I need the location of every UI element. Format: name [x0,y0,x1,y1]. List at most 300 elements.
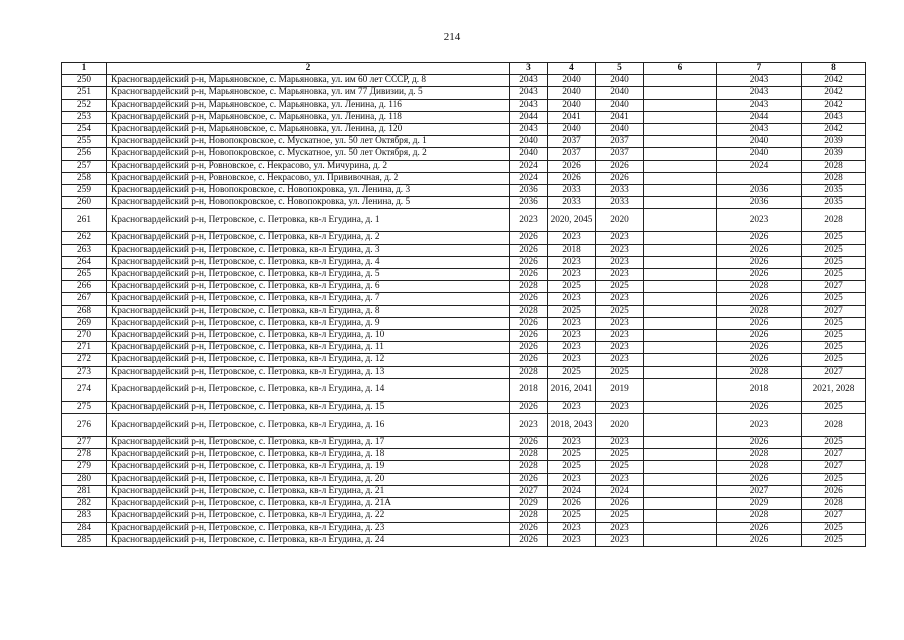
table-row [62,99,866,111]
address-cell: Красногвардейский р-н, Ровновское, с. Некрасово, ул. Мичурина, д. 2 [107,160,510,172]
table-row [62,256,866,268]
col7-cell: 2026 [717,269,802,281]
col4-cell: 2025 [548,305,596,317]
table-row [62,485,866,497]
col7-cell: 2026 [717,522,802,534]
col5-cell: 2023 [596,232,644,244]
address-cell: Красногвардейский р-н, Петровское, с. Петровка, кв-л Егудина, д. 24 [107,534,510,546]
table-row [62,461,866,473]
col3-cell: 2028 [510,281,548,293]
col5-cell: 2040 [596,124,644,136]
col5-cell: 2023 [596,354,644,366]
col8-cell: 2042 [802,87,866,99]
column-header: 2 [107,63,510,75]
col6-cell [644,473,717,485]
col8-cell: 2025 [802,232,866,244]
row-number-cell: 284 [62,522,107,534]
col5-cell: 2040 [596,99,644,111]
col8-cell: 2026 [802,485,866,497]
col3-cell: 2026 [510,401,548,413]
col4-cell: 2025 [548,366,596,378]
col6-cell [644,148,717,160]
row-number-cell: 274 [62,378,107,401]
address-cell: Красногвардейский р-н, Новопокровское, с. Новопокровка, ул. Ленина, д. 5 [107,197,510,209]
col4-cell: 2023 [548,293,596,305]
col4-cell: 2026 [548,498,596,510]
address-cell: Красногвардейский р-н, Марьяновское, с. Марьяновка, ул. Ленина, д. 118 [107,111,510,123]
col7-cell: 2043 [717,99,802,111]
col3-cell: 2043 [510,124,548,136]
col6-cell [644,232,717,244]
col8-cell: 2025 [802,437,866,449]
col7-cell: 2026 [717,342,802,354]
address-cell: Красногвардейский р-н, Петровское, с. Петровка, кв-л Егудина, д. 8 [107,305,510,317]
col5-cell: 2025 [596,510,644,522]
col5-cell: 2023 [596,534,644,546]
col4-cell: 2023 [548,401,596,413]
table-row [62,498,866,510]
col7-cell: 2023 [717,414,802,437]
col8-cell: 2025 [802,342,866,354]
address-cell: Красногвардейский р-н, Марьяновское, с. Марьяновка, ул. им 77 Дивизии, д. 5 [107,87,510,99]
col8-cell: 2042 [802,75,866,87]
row-number-cell: 258 [62,172,107,184]
column-header: 5 [596,63,644,75]
col5-cell: 2037 [596,148,644,160]
row-number-cell: 259 [62,185,107,197]
col6-cell [644,461,717,473]
col4-cell: 2040 [548,75,596,87]
col8-cell: 2028 [802,172,866,184]
col4-cell: 2033 [548,197,596,209]
table-row [62,281,866,293]
col5-cell: 2023 [596,330,644,342]
column-header: 7 [717,63,802,75]
address-cell: Красногвардейский р-н, Петровское, с. Петровка, кв-л Егудина, д. 14 [107,378,510,401]
col3-cell: 2036 [510,185,548,197]
col6-cell [644,437,717,449]
row-number-cell: 260 [62,197,107,209]
column-header: 1 [62,63,107,75]
table-row [62,414,866,437]
table-row [62,87,866,99]
row-number-cell: 267 [62,293,107,305]
col4-cell: 2025 [548,449,596,461]
address-cell: Красногвардейский р-н, Петровское, с. Петровка, кв-л Егудина, д. 12 [107,354,510,366]
col8-cell: 2027 [802,366,866,378]
col7-cell: 2036 [717,185,802,197]
col3-cell: 2026 [510,354,548,366]
col8-cell: 2043 [802,111,866,123]
col3-cell: 2026 [510,534,548,546]
col4-cell: 2016, 2041 [548,378,596,401]
table-row [62,111,866,123]
col7-cell: 2027 [717,485,802,497]
col4-cell: 2023 [548,534,596,546]
col5-cell: 2023 [596,244,644,256]
address-cell: Красногвардейский р-н, Петровское, с. Петровка, кв-л Егудина, д. 6 [107,281,510,293]
row-number-cell: 266 [62,281,107,293]
col8-cell: 2025 [802,269,866,281]
col6-cell [644,124,717,136]
col6-cell [644,293,717,305]
col8-cell: 2025 [802,401,866,413]
col7-cell: 2040 [717,136,802,148]
col5-cell: 2037 [596,136,644,148]
col3-cell: 2036 [510,197,548,209]
col3-cell: 2018 [510,378,548,401]
col8-cell: 2027 [802,305,866,317]
table-row [62,522,866,534]
table-row [62,510,866,522]
col5-cell: 2024 [596,485,644,497]
col4-cell: 2025 [548,461,596,473]
col8-cell: 2028 [802,498,866,510]
col6-cell [644,330,717,342]
header-row [62,63,866,75]
col6-cell [644,75,717,87]
table-row [62,124,866,136]
col8-cell: 2025 [802,256,866,268]
row-number-cell: 250 [62,75,107,87]
col7-cell: 2026 [717,244,802,256]
table-row [62,232,866,244]
col8-cell: 2042 [802,99,866,111]
row-number-cell: 283 [62,510,107,522]
col4-cell: 2023 [548,317,596,329]
row-number-cell: 257 [62,160,107,172]
col5-cell: 2023 [596,342,644,354]
col3-cell: 2040 [510,136,548,148]
col7-cell: 2028 [717,461,802,473]
col6-cell [644,136,717,148]
address-cell: Красногвардейский р-н, Марьяновское, с. Марьяновка, ул. им 60 лет СССР, д. 8 [107,75,510,87]
col5-cell: 2023 [596,256,644,268]
col6-cell [644,342,717,354]
col6-cell [644,256,717,268]
col5-cell: 2023 [596,437,644,449]
col6-cell [644,401,717,413]
address-cell: Красногвардейский р-н, Новопокровское, с. Мускатное, ул. 50 лет Октября, д. 2 [107,148,510,160]
col4-cell: 2025 [548,281,596,293]
col7-cell: 2026 [717,401,802,413]
col4-cell: 2023 [548,437,596,449]
col8-cell: 2039 [802,148,866,160]
col4-cell: 2040 [548,99,596,111]
col3-cell: 2028 [510,366,548,378]
col3-cell: 2026 [510,437,548,449]
col8-cell: 2025 [802,244,866,256]
col7-cell: 2028 [717,305,802,317]
col3-cell: 2028 [510,461,548,473]
col5-cell: 2023 [596,401,644,413]
col6-cell [644,378,717,401]
table-row [62,244,866,256]
col8-cell: 2025 [802,293,866,305]
table-row [62,185,866,197]
col7-cell: 2036 [717,197,802,209]
col3-cell: 2028 [510,449,548,461]
table-row [62,342,866,354]
col5-cell: 2025 [596,281,644,293]
table-row [62,160,866,172]
col5-cell: 2023 [596,317,644,329]
table-row [62,330,866,342]
col8-cell: 2025 [802,473,866,485]
col4-cell: 2023 [548,473,596,485]
col7-cell: 2026 [717,232,802,244]
col6-cell [644,414,717,437]
row-number-cell: 273 [62,366,107,378]
col4-cell: 2041 [548,111,596,123]
address-cell: Красногвардейский р-н, Петровское, с. Петровка, кв-л Егудина, д. 15 [107,401,510,413]
col6-cell [644,281,717,293]
col6-cell [644,185,717,197]
column-header: 3 [510,63,548,75]
col4-cell: 2023 [548,522,596,534]
col8-cell: 2035 [802,197,866,209]
address-cell: Красногвардейский р-н, Петровское, с. Петровка, кв-л Егудина, д. 21А [107,498,510,510]
row-number-cell: 252 [62,99,107,111]
table-row [62,209,866,232]
table-row [62,437,866,449]
row-number-cell: 279 [62,461,107,473]
address-cell: Красногвардейский р-н, Петровское, с. Петровка, кв-л Егудина, д. 10 [107,330,510,342]
col5-cell: 2020 [596,209,644,232]
address-cell: Красногвардейский р-н, Петровское, с. Петровка, кв-л Егудина, д. 16 [107,414,510,437]
table-row [62,75,866,87]
col5-cell: 2025 [596,366,644,378]
col5-cell: 2025 [596,305,644,317]
col7-cell: 2026 [717,437,802,449]
col3-cell: 2026 [510,473,548,485]
col7-cell: 2044 [717,111,802,123]
col7-cell: 2026 [717,293,802,305]
address-cell: Красногвардейский р-н, Петровское, с. Петровка, кв-л Егудина, д. 9 [107,317,510,329]
col8-cell: 2028 [802,160,866,172]
table-row [62,354,866,366]
col3-cell: 2026 [510,330,548,342]
table-row [62,148,866,160]
col4-cell: 2037 [548,136,596,148]
row-number-cell: 269 [62,317,107,329]
address-cell: Красногвардейский р-н, Марьяновское, с. Марьяновка, ул. Ленина, д. 116 [107,99,510,111]
col6-cell [644,99,717,111]
address-cell: Красногвардейский р-н, Петровское, с. Петровка, кв-л Егудина, д. 11 [107,342,510,354]
col3-cell: 2026 [510,293,548,305]
col3-cell: 2043 [510,75,548,87]
table-row [62,534,866,546]
page-number: 214 [443,31,461,43]
address-cell: Красногвардейский р-н, Петровское, с. Петровка, кв-л Егудина, д. 7 [107,293,510,305]
address-cell: Красногвардейский р-н, Ровновское, с. Некрасово, ул. Прививочная, д. 2 [107,172,510,184]
address-cell: Красногвардейский р-н, Петровское, с. Петровка, кв-л Егудина, д. 23 [107,522,510,534]
col7-cell: 2028 [717,366,802,378]
col3-cell: 2024 [510,172,548,184]
table-row [62,269,866,281]
col5-cell: 2026 [596,160,644,172]
col3-cell: 2044 [510,111,548,123]
col6-cell [644,197,717,209]
col6-cell [644,522,717,534]
row-number-cell: 277 [62,437,107,449]
col6-cell [644,111,717,123]
col3-cell: 2026 [510,269,548,281]
address-cell: Красногвардейский р-н, Петровское, с. Петровка, кв-л Егудина, д. 22 [107,510,510,522]
row-number-cell: 271 [62,342,107,354]
col3-cell: 2026 [510,256,548,268]
col4-cell: 2018 [548,244,596,256]
col5-cell: 2033 [596,185,644,197]
address-cell: Красногвардейский р-н, Петровское, с. Петровка, кв-л Егудина, д. 2 [107,232,510,244]
col5-cell: 2023 [596,522,644,534]
address-cell: Красногвардейский р-н, Петровское, с. Петровка, кв-л Егудина, д. 5 [107,269,510,281]
row-number-cell: 278 [62,449,107,461]
col7-cell: 2026 [717,534,802,546]
row-number-cell: 270 [62,330,107,342]
row-number-cell: 263 [62,244,107,256]
col7-cell: 2026 [717,317,802,329]
col4-cell: 2024 [548,485,596,497]
col3-cell: 2043 [510,99,548,111]
col7-cell: 2018 [717,378,802,401]
col7-cell: 2028 [717,281,802,293]
col7-cell: 2026 [717,330,802,342]
row-number-cell: 253 [62,111,107,123]
col4-cell: 2023 [548,330,596,342]
col5-cell: 2026 [596,498,644,510]
col3-cell: 2026 [510,317,548,329]
col8-cell: 2035 [802,185,866,197]
col7-cell: 2029 [717,498,802,510]
col6-cell [644,498,717,510]
table-row [62,473,866,485]
table-row [62,401,866,413]
address-cell: Красногвардейский р-н, Петровское, с. Петровка, кв-л Егудина, д. 4 [107,256,510,268]
col6-cell [644,209,717,232]
col8-cell: 2042 [802,124,866,136]
col5-cell: 2025 [596,461,644,473]
col6-cell [644,449,717,461]
col7-cell: 2043 [717,75,802,87]
row-number-cell: 285 [62,534,107,546]
col4-cell: 2037 [548,148,596,160]
row-number-cell: 265 [62,269,107,281]
address-cell: Красногвардейский р-н, Петровское, с. Петровка, кв-л Егудина, д. 21 [107,485,510,497]
col4-cell: 2025 [548,510,596,522]
col7-cell: 2024 [717,160,802,172]
row-number-cell: 262 [62,232,107,244]
col7-cell: 2028 [717,510,802,522]
col3-cell: 2027 [510,485,548,497]
col8-cell: 2025 [802,522,866,534]
col3-cell: 2040 [510,148,548,160]
row-number-cell: 264 [62,256,107,268]
address-cell: Красногвардейский р-н, Новопокровское, с. Новопокровка, ул. Ленина, д. 3 [107,185,510,197]
column-header: 8 [802,63,866,75]
column-header: 6 [644,63,717,75]
col4-cell: 2023 [548,256,596,268]
col5-cell: 2023 [596,269,644,281]
col3-cell: 2026 [510,244,548,256]
col6-cell [644,244,717,256]
col4-cell: 2040 [548,124,596,136]
col6-cell [644,305,717,317]
col6-cell [644,534,717,546]
table-row [62,305,866,317]
row-number-cell: 272 [62,354,107,366]
table-row [62,449,866,461]
row-number-cell: 282 [62,498,107,510]
col7-cell: 2023 [717,209,802,232]
col4-cell: 2020, 2045 [548,209,596,232]
row-number-cell: 268 [62,305,107,317]
table-body [62,75,866,547]
address-cell: Красногвардейский р-н, Петровское, с. Петровка, кв-л Егудина, д. 13 [107,366,510,378]
col8-cell: 2027 [802,461,866,473]
row-number-cell: 256 [62,148,107,160]
col7-cell [717,172,802,184]
col3-cell: 2029 [510,498,548,510]
table-row [62,172,866,184]
col5-cell: 2026 [596,172,644,184]
col8-cell: 2027 [802,449,866,461]
col5-cell: 2040 [596,87,644,99]
col7-cell: 2026 [717,354,802,366]
col8-cell: 2028 [802,209,866,232]
col3-cell: 2023 [510,209,548,232]
col5-cell: 2040 [596,75,644,87]
col7-cell: 2028 [717,449,802,461]
col4-cell: 2018, 2043 [548,414,596,437]
row-number-cell: 255 [62,136,107,148]
data-table [61,62,866,547]
address-cell: Красногвардейский р-н, Марьяновское, с. Марьяновка, ул. Ленина, д. 120 [107,124,510,136]
table-row [62,317,866,329]
col8-cell: 2021, 2028 [802,378,866,401]
col4-cell: 2033 [548,185,596,197]
col6-cell [644,172,717,184]
address-cell: Красногвардейский р-н, Петровское, с. Петровка, кв-л Егудина, д. 1 [107,209,510,232]
col8-cell: 2028 [802,414,866,437]
col4-cell: 2026 [548,172,596,184]
col3-cell: 2043 [510,87,548,99]
col4-cell: 2023 [548,342,596,354]
col6-cell [644,485,717,497]
col3-cell: 2026 [510,232,548,244]
row-number-cell: 281 [62,485,107,497]
col4-cell: 2026 [548,160,596,172]
col5-cell: 2023 [596,473,644,485]
row-number-cell: 275 [62,401,107,413]
col7-cell: 2040 [717,148,802,160]
table-row [62,136,866,148]
col3-cell: 2024 [510,160,548,172]
col3-cell: 2026 [510,342,548,354]
row-number-cell: 251 [62,87,107,99]
col7-cell: 2026 [717,256,802,268]
col8-cell: 2027 [802,510,866,522]
col6-cell [644,87,717,99]
col4-cell: 2040 [548,87,596,99]
column-header: 4 [548,63,596,75]
col6-cell [644,317,717,329]
col4-cell: 2023 [548,354,596,366]
col4-cell: 2023 [548,269,596,281]
col6-cell [644,510,717,522]
row-number-cell: 276 [62,414,107,437]
row-number-cell: 280 [62,473,107,485]
